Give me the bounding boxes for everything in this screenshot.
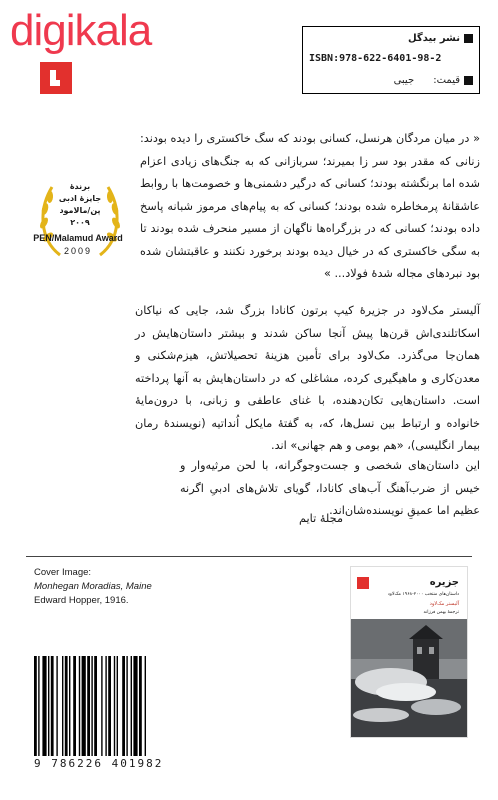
publisher-logo-icon xyxy=(40,62,72,94)
cover-thumbnail xyxy=(350,566,468,738)
barcode xyxy=(34,656,184,756)
book-info-box xyxy=(302,26,480,94)
barcode-bar xyxy=(79,656,80,756)
barcode-bar xyxy=(105,656,106,756)
barcode-bar xyxy=(133,656,137,756)
barcode-bar xyxy=(38,656,39,756)
barcode-bar xyxy=(101,656,102,756)
barcode-bar xyxy=(122,656,125,756)
barcode-bar xyxy=(48,656,49,756)
barcode-bar xyxy=(117,656,118,756)
barcode-bar xyxy=(114,656,115,756)
digikala-logo: digikala xyxy=(10,6,152,55)
barcode-bar xyxy=(56,656,57,756)
author-bio-paragraph: آلیستر مک‌لاود در جزیرهٔ کیپ برتون کانادا بزرگ شد، جایی که نیاکان اسکاتلندی‌اش قرن‌ها پیش آنجا ساکن شدند و بیشتر داستان‌هایش در همان‌جا می‌گذرد. مک‌لاود برای تأمین هزینهٔ تحصیلاتش، هیزم‌شکنی و معدن‌کاری و ماهیگیری کرده، مشاغلی که در داستان‌هایش به آنها پرداخته است. داستان‌هایی تکان‌دهنده، با غنای عاطفی و زبانی، با درون‌مایهٔ خانواده و ارتباط بین نسل‌ها، که، به گفتهٔ مایکل اُنداتیه (نویسندهٔ رمان بیمار انگلیسی)، «هم بومی و هم جهانی» اند. xyxy=(135,304,480,452)
barcode-bar xyxy=(94,656,97,756)
award-year: 2009 xyxy=(63,246,93,256)
barcode-bar xyxy=(73,656,76,756)
award-line4: ۲۰۰۹ xyxy=(70,218,90,227)
award-line3: پن/مالامود xyxy=(59,206,101,215)
cover-credit-heading: Cover Image: xyxy=(34,567,92,578)
barcode-bar xyxy=(126,656,127,756)
review-attribution: مجلهٔ تایم xyxy=(299,512,343,525)
award-caption: PEN/Malamud Award xyxy=(33,233,123,243)
barcode-number: 9 786226 401982 xyxy=(34,757,164,770)
cover-credit xyxy=(34,566,152,608)
barcode-bar xyxy=(34,656,37,756)
barcode-bar xyxy=(87,656,90,756)
barcode-bar xyxy=(139,656,142,756)
publisher-mark-icon xyxy=(357,577,369,589)
award-line1: برندهٔ xyxy=(69,182,91,191)
thumb-title: جزیره xyxy=(429,577,459,588)
barcode-bar xyxy=(131,656,132,756)
barcode-bar xyxy=(108,656,111,756)
thumb-subtitle: داستان‌های منتخب ۲۰۰۰-۱۹۶۸ مک‌لاود xyxy=(387,592,459,597)
barcode-bar xyxy=(91,656,92,756)
barcode-bar xyxy=(42,656,46,756)
cover-credit-work: Monhegan Moradias, Maine xyxy=(34,581,152,592)
excerpt-paragraph: « در میان مردگان هرنسل، کسانی بودند که سگ خاکستری را دیده بودند: زنانی که مقدر بود سر زا بمیرند؛ سربازانی که به جنگ‌های زیادی اعزام شده اما برنگشته بودند؛ کسانی که درگیر دشمنی‌ها و خصومت‌ها با روابط عاشقانهٔ پرمخاطره شده بودند؛ کسانی که به پیام‌های مرموز شبانه پاسخ داده بودند؛ کسانی که در بزرگراه‌ها ناگهان از مسیر منحرف شده بودند تا به سگی خاکستری که در خیال دیده بودند برخورد نکنند و عاقبتشان شده بود نبرد‌های مجاله شدهٔ فولاد... » xyxy=(140,132,480,280)
isbn: ISBN:978-622-6401-98-2 xyxy=(309,53,442,64)
cover-credit-artist: Edward Hopper, 1916. xyxy=(34,595,129,606)
barcode-bar xyxy=(65,656,68,756)
barcode-bar xyxy=(145,656,146,756)
barcode-bar xyxy=(51,656,54,756)
divider xyxy=(26,556,472,557)
award-line2: جایزهٔ ادبی xyxy=(58,194,102,203)
barcode-bar xyxy=(62,656,63,756)
publisher-name: نشر بیدگل xyxy=(303,29,479,49)
thumb-author: آلیستر مک‌لاود xyxy=(429,601,459,607)
thumb-translator: ترجمهٔ بهمن فرزانه xyxy=(423,610,459,615)
price: قیمت: جیبی xyxy=(303,71,479,91)
barcode-bar xyxy=(82,656,86,756)
barcode-bar xyxy=(69,656,70,756)
review-quote-paragraph: این داستان‌های شخصی و جست‌وجوگرانه، با لحن مرثیه‌وار و خیس از ضرب‌آهنگ آب‌های کانادا، گویای تلاش‌های ادبیِ اگرنه عظیم اما عمیقِ نویسنده‌شان‌اند. xyxy=(180,459,480,517)
